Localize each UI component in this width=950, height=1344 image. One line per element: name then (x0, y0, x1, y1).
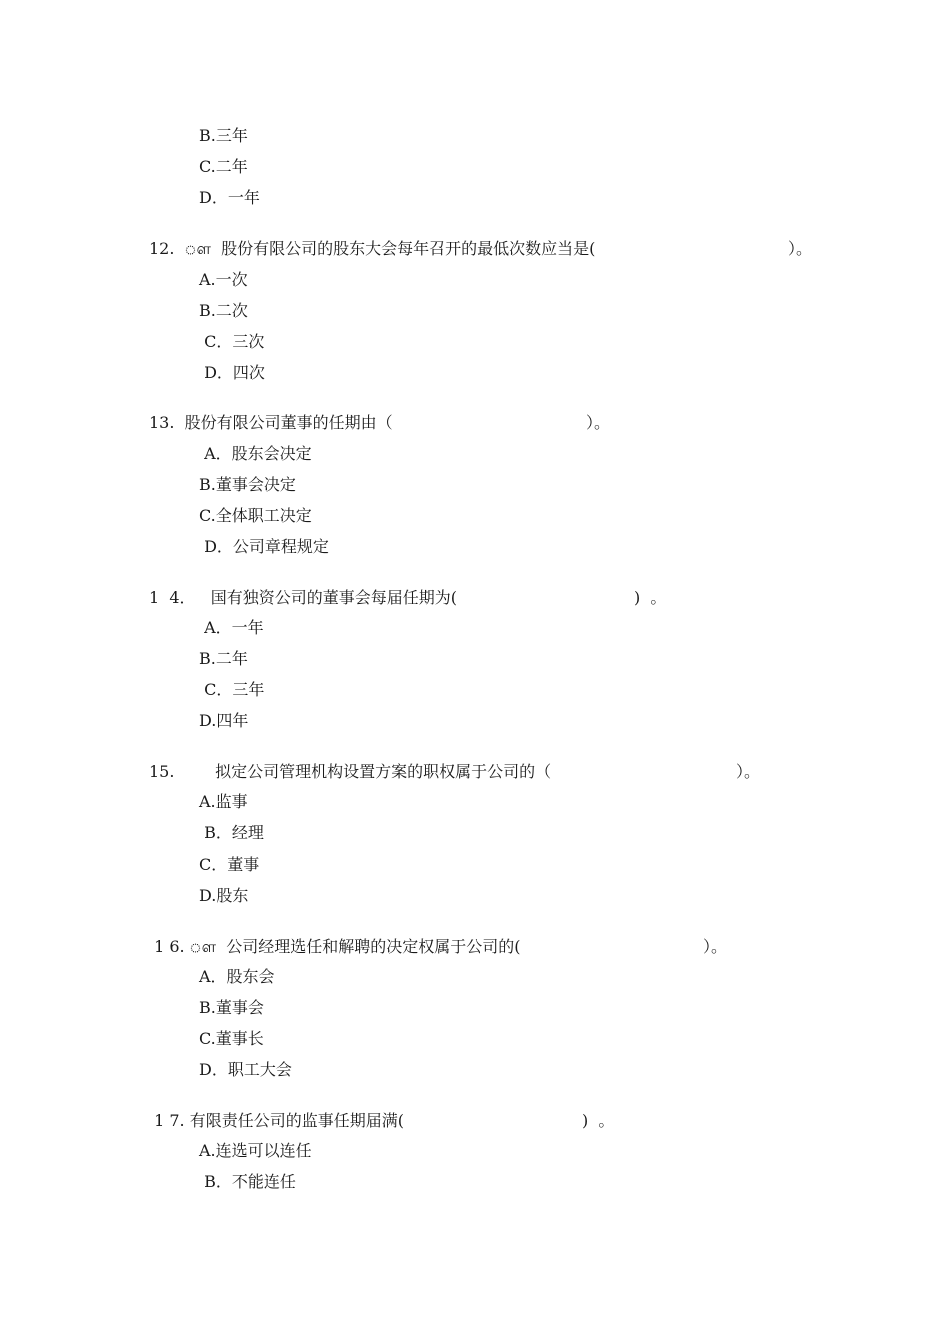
option-a: A.监事 (199, 792, 248, 811)
option-b: B．不能连任 (199, 1172, 296, 1191)
option-c: C.二年 (199, 157, 248, 176)
option-d: D．一年 (199, 188, 260, 207)
option-c: C．三次 (199, 332, 265, 351)
option-b: B.董事会 (199, 998, 264, 1017)
option-a: A．股东会决定 (199, 444, 312, 463)
option-c: C．董事 (199, 855, 260, 874)
option-d: D．职工大会 (199, 1060, 292, 1079)
question-16-close: ）。 (703, 937, 728, 956)
question-17-close: ) 。 (582, 1111, 615, 1130)
question-12-close: ）。 (788, 239, 813, 258)
option-d: D.股东 (199, 886, 249, 905)
question-14-close: ) 。 (634, 588, 667, 607)
option-a: A．一年 (199, 618, 264, 637)
option-b: B.三年 (199, 126, 248, 145)
option-c: C.董事长 (199, 1029, 264, 1048)
option-b: B．经理 (199, 823, 264, 842)
option-b: B.董事会决定 (199, 475, 296, 494)
question-15-close: ）。 (736, 762, 761, 781)
question-12: 12. ௗ 股份有限公司的股东大会每年召开的最低次数应当是( (149, 239, 596, 258)
question-14: 1 4． 国有独资公司的董事会每届任期为( (149, 588, 458, 607)
question-15: 15. 拟定公司管理机构设置方案的职权属于公司的（ (149, 762, 552, 781)
question-13: 13. 股份有限公司董事的任期由（ (149, 413, 393, 432)
option-d: D.四年 (199, 711, 249, 730)
option-c: C．三年 (199, 680, 265, 699)
option-b: B.二年 (199, 649, 248, 668)
question-17: 1 7. 有限责任公司的监事任期届满( (149, 1111, 404, 1130)
option-a: A.连选可以连任 (199, 1141, 312, 1160)
option-a: A．股东会 (199, 967, 275, 986)
option-b: B.二次 (199, 301, 248, 320)
question-16: 1 6. ௗ 公司经理选任和解聘的决定权属于公司的( (149, 937, 521, 956)
option-d: D．四次 (199, 363, 265, 382)
option-c: C.全体职工决定 (199, 506, 312, 525)
option-d: D．公司章程规定 (199, 537, 329, 556)
question-13-close: ）。 (586, 413, 611, 432)
option-a: A.一次 (199, 270, 248, 289)
